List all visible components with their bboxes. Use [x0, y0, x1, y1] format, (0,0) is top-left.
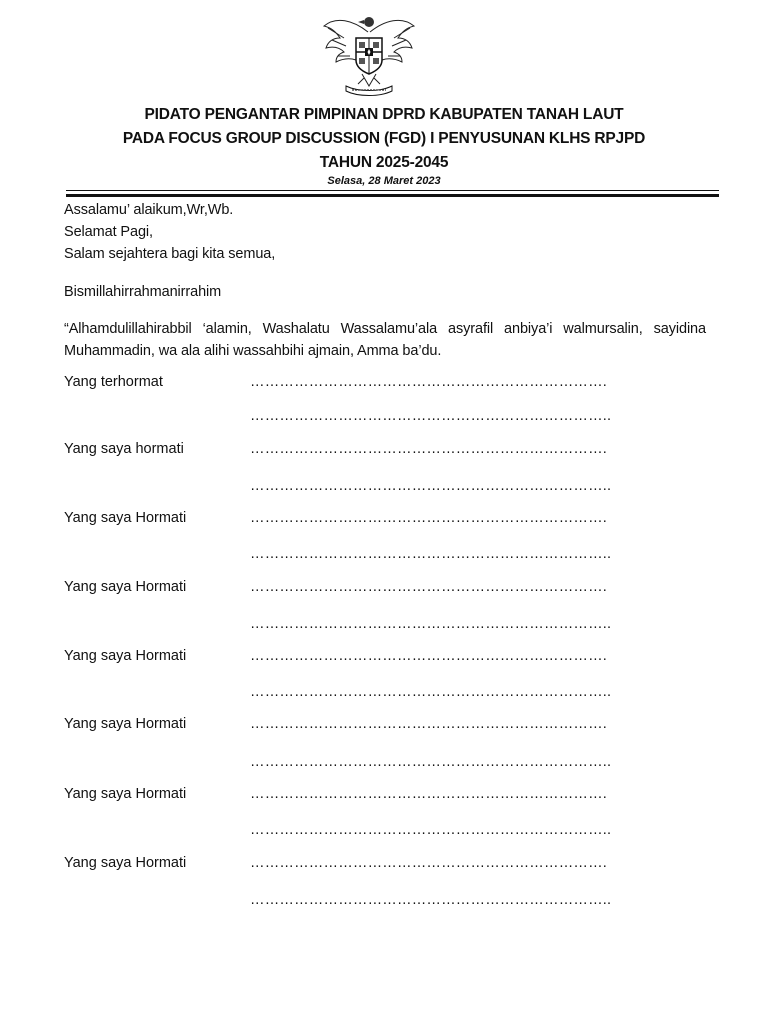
address-label: Yang saya Hormati — [64, 510, 187, 526]
fill-in-dots: ………………………………………………………………. — [250, 441, 608, 457]
fill-in-dots: ……………………………………………………………….. — [250, 546, 612, 562]
document-title-line1: PIDATO PENGANTAR PIMPINAN DPRD KABUPATEN TANAH LAUT — [144, 106, 624, 123]
address-row — [64, 374, 724, 394]
address-row — [64, 855, 724, 875]
fill-in-dots: ………………………………………………………………. — [250, 510, 608, 526]
fill-in-dots: ……………………………………………………………….. — [250, 478, 612, 494]
address-row-continuation — [64, 616, 724, 636]
greeting-line: Selamat Pagi, — [64, 224, 153, 240]
garuda-pancasila-emblem — [318, 12, 420, 98]
document-title-line2: PADA FOCUS GROUP DISCUSSION (FGD) I PENYUSUNAN KLHS RPJPD — [122, 130, 646, 147]
document-title-line3: TAHUN 2025-2045 — [319, 154, 449, 171]
address-row — [64, 786, 724, 806]
address-label: Yang terhormat — [64, 374, 163, 390]
address-row-continuation — [64, 822, 724, 842]
header-divider-thick — [66, 194, 719, 197]
fill-in-dots: ………………………………………………………………. — [250, 648, 608, 664]
fill-in-dots: ………………………………………………………………. — [250, 579, 608, 595]
address-row-continuation — [64, 478, 724, 498]
address-row — [64, 579, 724, 599]
address-row-continuation — [64, 684, 724, 704]
address-row — [64, 441, 724, 461]
fill-in-dots: ……………………………………………………………….. — [250, 754, 612, 770]
fill-in-dots: ……………………………………………………………….. — [250, 822, 612, 838]
fill-in-dots: ………………………………………………………………. — [250, 374, 608, 390]
address-label: Yang saya Hormati — [64, 648, 187, 664]
greeting-line: Assalamu’ alaikum,Wr,Wb. — [64, 202, 234, 218]
address-row-continuation — [64, 408, 724, 428]
address-row-continuation — [64, 546, 724, 566]
document-date: Selasa, 28 Maret 2023 — [327, 175, 441, 187]
fill-in-dots: ………………………………………………………………. — [250, 855, 608, 871]
address-label: Yang saya Hormati — [64, 579, 187, 595]
address-label: Yang saya Hormati — [64, 855, 187, 871]
opening-prayer-paragraph: “Alhamdulillahirabbil ‘alamin, Washalatu Wassalamu’ala asyrafil anbiya’i walmursalin, sayidina Muhammadin, wa ala alihi wassahbihi ajmain, Amma ba’du. — [64, 321, 706, 359]
fill-in-dots: ……………………………………………………………….. — [250, 684, 612, 700]
fill-in-dots: ………………………………………………………………. — [250, 716, 608, 732]
fill-in-dots: ………………………………………………………………. — [250, 786, 608, 802]
address-row-continuation — [64, 754, 724, 774]
bismillah-paragraph: Bismillahirrahmanirrahim — [64, 284, 222, 300]
address-label: Yang saya Hormati — [64, 716, 187, 732]
address-row — [64, 510, 724, 530]
address-row-continuation — [64, 892, 724, 912]
fill-in-dots: ……………………………………………………………….. — [250, 616, 612, 632]
greeting-block — [64, 199, 706, 265]
address-label: Yang saya hormati — [64, 441, 184, 457]
address-row — [64, 716, 724, 736]
greeting-line: Salam sejahtera bagi kita semua, — [64, 246, 276, 262]
address-row — [64, 648, 724, 668]
fill-in-dots: ……………………………………………………………….. — [250, 408, 612, 424]
header-divider-thin — [66, 190, 719, 191]
fill-in-dots: ……………………………………………………………….. — [250, 892, 612, 908]
address-label: Yang saya Hormati — [64, 786, 187, 802]
